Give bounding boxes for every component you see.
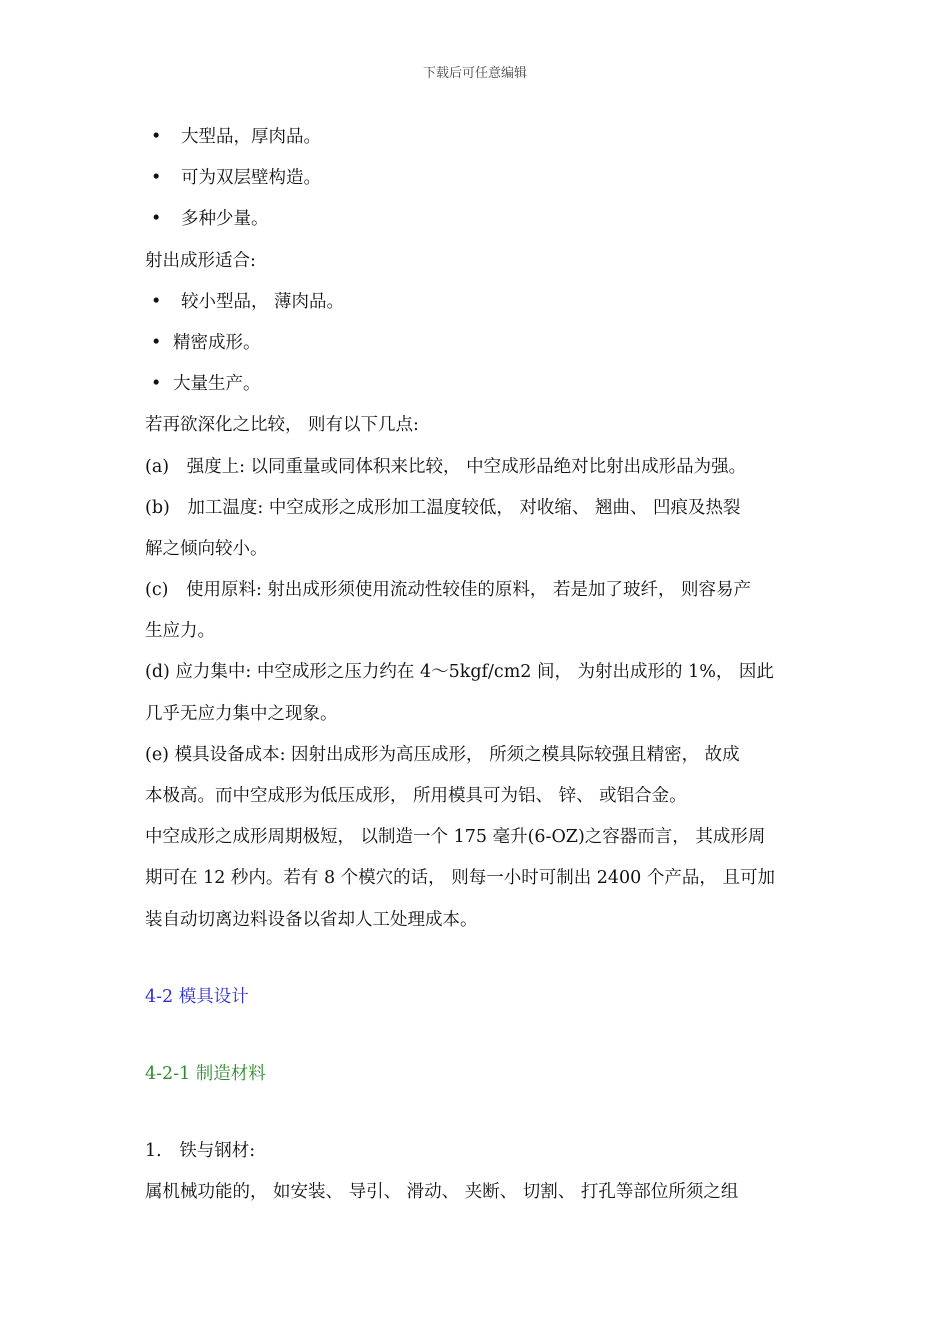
- bullet-dot: •: [151, 291, 162, 312]
- cycle-paragraph-line: 期可在 12 秒内。若有 8 个模穴的话， 则每一小时可制出 2400 个产品， 且可加: [145, 868, 775, 889]
- point-e-line1: (e) 模具设备成本: 因射出成形为高压成形， 所须之模具际较强且精密， 故成: [145, 744, 740, 765]
- bullet-dot: •: [151, 127, 162, 147]
- point-e-line2: 本极高。而中空成形为低压成形， 所用模具可为铝、 锌、 或铝合金。: [145, 786, 687, 806]
- cycle-paragraph-line: 中空成形之成形周期极短， 以制造一个 175 毫升(6-OZ)之容器而言， 其成形周: [145, 827, 766, 848]
- bullet-item: [145, 121, 815, 162]
- section-heading: 4-2 模具设计: [145, 986, 249, 1007]
- item1-text: 属机械功能的， 如安装、 导引、 滑动、 夹断、 切割、 打孔等部位所须之组: [145, 1182, 739, 1203]
- spacer: [145, 945, 815, 981]
- point-c-line2: 生应力。: [145, 621, 215, 642]
- cycle-paragraph-line: 装自动切离边料设备以省却人工处理成本。: [145, 909, 478, 930]
- bullet-text: 较小型品， 薄肉品。: [181, 291, 345, 312]
- spacer: [145, 1099, 815, 1135]
- bullet-item: [145, 327, 815, 368]
- bullet-text: 精密成形。: [173, 332, 261, 353]
- point-a: (a) 强度上: 以同重量或同体积来比较， 中空成形品绝对比射出成形品为强。: [145, 456, 747, 477]
- compare-intro: 若再欲深化之比较， 则有以下几点:: [145, 415, 419, 436]
- bullet-text: 可为双层壁构造。: [181, 168, 321, 189]
- page-header: 下载后可任意编辑: [422, 66, 527, 81]
- injection-label: 射出成形适合:: [145, 250, 256, 271]
- document-body: [145, 121, 815, 1218]
- bullet-text: 大型品，厚肉品。: [181, 127, 321, 147]
- bullet-dot: •: [151, 332, 162, 353]
- point-d-line2: 几乎无应力集中之现象。: [145, 703, 338, 724]
- point-b-line2: 解之倾向较小。: [145, 538, 268, 559]
- bullet-item: [145, 368, 815, 409]
- subsection-heading: 4-2-1 制造材料: [145, 1063, 266, 1084]
- bullet-text: 大量生产。: [173, 374, 261, 395]
- item1-title: 1. 铁与钢材:: [145, 1141, 256, 1162]
- bullet-text: 多种少量。: [181, 209, 269, 230]
- bullet-item: [145, 162, 815, 203]
- point-c-line1: (c) 使用原料: 射出成形须使用流动性较佳的原料， 若是加了玻纤， 则容易产: [145, 580, 752, 601]
- bullet-dot: •: [151, 168, 162, 189]
- point-b-line1: (b) 加工温度: 中空成形之成形加工温度较低， 对收缩、 翘曲、 凹痕及热裂: [145, 497, 741, 518]
- bullet-item: [145, 203, 815, 244]
- bullet-item: [145, 286, 815, 327]
- bullet-dot: •: [151, 374, 162, 395]
- point-d-line1: (d) 应力集中: 中空成形之压力约在 4～5kgf/cm2 间， 为射出成形的 1%， 因此: [145, 662, 774, 683]
- spacer: [145, 1022, 815, 1058]
- bullet-dot: •: [151, 209, 162, 230]
